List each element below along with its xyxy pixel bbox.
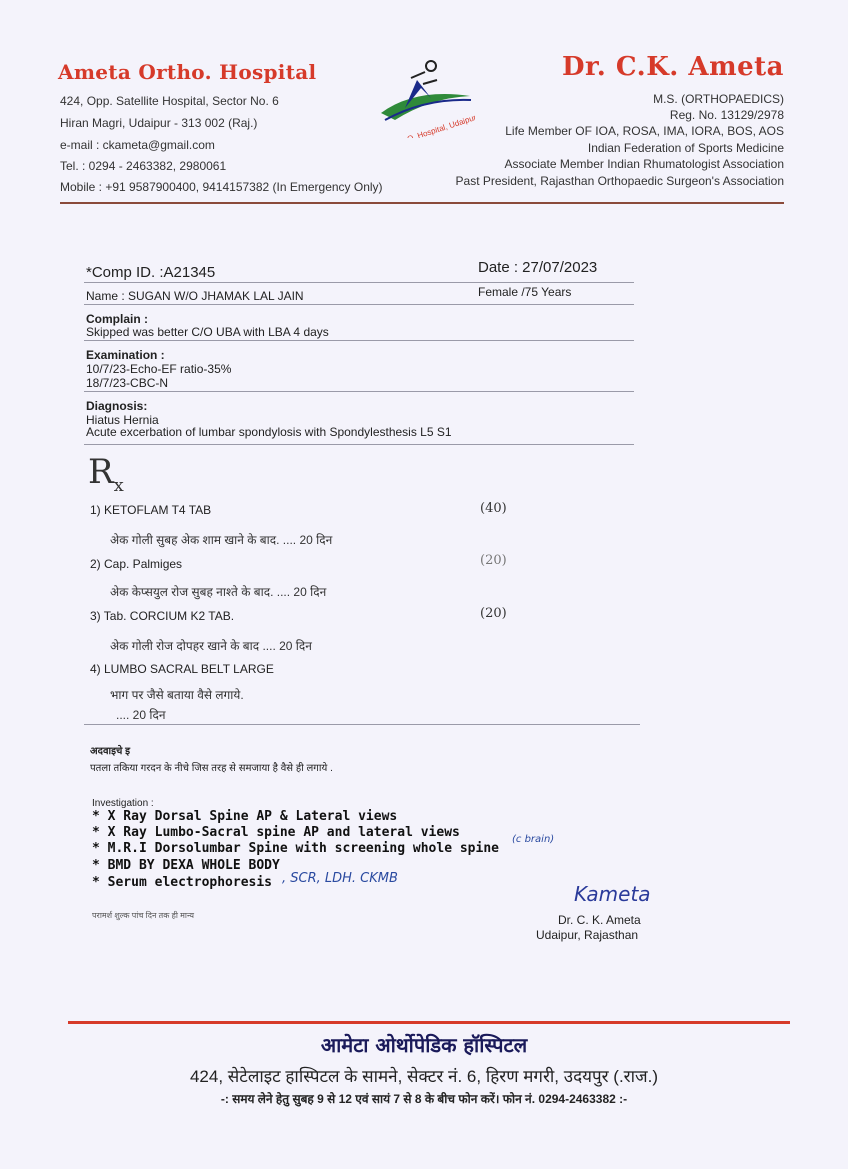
diagnosis-line-1: Hiatus Hernia bbox=[86, 413, 159, 427]
logo-text: A. O. Hospital, Udaipur bbox=[396, 112, 475, 138]
hospital-address-line-1: 424, Opp. Satellite Hospital, Sector No. 6 bbox=[60, 94, 279, 108]
investigation-item: * X Ray Dorsal Spine AP & Lateral views bbox=[92, 809, 398, 824]
medicine-instruction: अेक गोली रोज दोपहर खाने के बाद .... 20 दिन bbox=[110, 639, 312, 653]
divider bbox=[84, 340, 634, 341]
complain-label: Complain : bbox=[86, 312, 148, 326]
consult-note: परामर्श शुल्क पांच दिन तक ही मान्य bbox=[92, 911, 194, 920]
medicine-duration: .... 20 दिन bbox=[116, 708, 166, 722]
investigation-label: Investigation : bbox=[92, 798, 154, 809]
advice-label: अदवाइचे इ bbox=[90, 746, 131, 757]
medicine-instruction: अेक गोली सुबह अेक शाम खाने के बाद. .... 20 दिन bbox=[110, 533, 333, 547]
footer-divider bbox=[68, 1021, 790, 1024]
signature-name: Dr. C. K. Ameta bbox=[558, 913, 641, 927]
date: Date : 27/07/2023 bbox=[478, 259, 598, 276]
hospital-telephone: Tel. : 0294 - 2463382, 2980061 bbox=[60, 159, 227, 173]
header-divider bbox=[60, 202, 784, 204]
medicine-qty: (40) bbox=[480, 501, 507, 516]
footer-title: आमेटा ओर्थोपेडिक हॉस्पिटल bbox=[320, 1033, 528, 1057]
handwritten-note: , SCR, LDH. CKMB bbox=[282, 871, 398, 886]
comp-id: *Comp ID. :A21345 bbox=[86, 264, 216, 281]
investigation-item: * X Ray Lumbo-Sacral spine AP and lateral views bbox=[92, 825, 460, 840]
investigation-item: * BMD BY DEXA WHOLE BODY bbox=[92, 858, 280, 873]
medicine-qty: (20) bbox=[480, 606, 507, 621]
signature-place: Udaipur, Rajasthan bbox=[536, 928, 639, 942]
medicine-name: 3) Tab. CORCIUM K2 TAB. bbox=[90, 609, 235, 623]
hospital-logo bbox=[375, 58, 475, 138]
doctor-membership: Life Member OF IOA, ROSA, IMA, IORA, BOS, AOS bbox=[505, 124, 784, 138]
rx-symbol: $R_x$ bbox=[88, 452, 124, 496]
medicine-qty: (20) bbox=[480, 553, 507, 568]
hospital-address-line-2: Hiran Magri, Udaipur - 313 002 (Raj.) bbox=[60, 116, 258, 130]
complain-text: Skipped was better C/O UBA with LBA 4 days bbox=[86, 325, 329, 339]
patient-gender-age: Female /75 Years bbox=[478, 285, 572, 299]
footer-address: 424, सेटेलाइट हास्पिटल के सामने, सेक्टर नं. 6, हिरण मगरी, उदयपुर (.राज.) bbox=[189, 1067, 659, 1086]
doctor-degree: M.S. (ORTHOPAEDICS) bbox=[653, 92, 784, 106]
examination-line-2: 18/7/23-CBC-N bbox=[86, 376, 169, 390]
diagnosis-label: Diagnosis: bbox=[86, 399, 148, 413]
divider bbox=[84, 724, 640, 725]
hospital-name: Ameta Ortho. Hospital bbox=[58, 60, 317, 84]
patient-name: Name : SUGAN W/O JHAMAK LAL JAIN bbox=[86, 289, 304, 303]
handwritten-note: (c brain) bbox=[512, 834, 555, 845]
investigation-item: * M.R.I Dorsolumbar Spine with screening whole spine bbox=[92, 841, 499, 856]
medicine-name: 1) KETOFLAM T4 TAB bbox=[90, 503, 212, 517]
divider bbox=[84, 282, 634, 283]
investigation-item: * Serum electrophoresis bbox=[92, 875, 273, 890]
examination-label: Examination : bbox=[86, 348, 165, 362]
medicine-name: 2) Cap. Palmiges bbox=[90, 557, 183, 571]
divider bbox=[84, 444, 634, 445]
hospital-email: e-mail : ckameta@gmail.com bbox=[60, 138, 215, 152]
examination-line-1: 10/7/23-Echo-EF ratio-35% bbox=[86, 362, 232, 376]
doctor-name: Dr. C.K. Ameta bbox=[561, 52, 784, 82]
diagnosis-line-2: Acute excerbation of lumbar spondylosis with Spondylesthesis L5 S1 bbox=[86, 425, 452, 439]
hospital-mobile: Mobile : +91 9587900400, 9414157382 (In Emergency Only) bbox=[60, 180, 383, 194]
signature-scribble: Kameta bbox=[574, 882, 651, 906]
medicine-name: 4) LUMBO SACRAL BELT LARGE bbox=[90, 662, 274, 676]
doctor-past-president: Past President, Rajasthan Orthopaedic Surgeon's Association bbox=[455, 174, 784, 188]
doctor-associate: Associate Member Indian Rhumatologist Association bbox=[504, 157, 784, 171]
divider bbox=[84, 304, 634, 305]
footer-phone: -: समय लेने हेतु सुबह 9 से 12 एवं सायं 7 से 8 के बीच फोन करें। फोन नं. 0294-2463382 :- bbox=[220, 1092, 628, 1106]
doctor-reg-no: Reg. No. 13129/2978 bbox=[669, 108, 784, 122]
doctor-federation: Indian Federation of Sports Medicine bbox=[587, 141, 784, 155]
medicine-instruction: अेक केप्सयुल रोज सुबह नाश्ते के बाद. .... 20 दिन bbox=[110, 585, 327, 599]
advice-text: पतला तकिया गरदन के नीचे जिस तरह से समजाया है वैसे ही लगाये . bbox=[90, 763, 333, 774]
divider bbox=[84, 391, 634, 392]
medicine-instruction: भाग पर जैसे बताया वैसे लगाये. bbox=[110, 688, 244, 702]
